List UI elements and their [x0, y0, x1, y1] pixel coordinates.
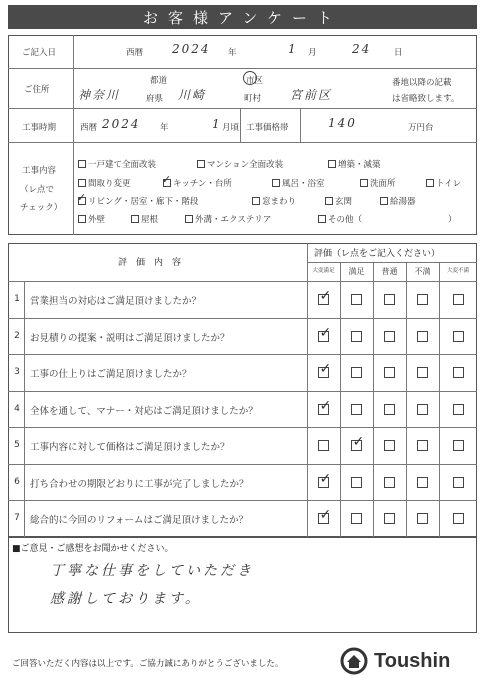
content-label-3: チェック）: [20, 203, 63, 213]
year-unit: 年: [228, 48, 237, 58]
footer-text: ご回答いただく内容は以上です。ご協力誠にありがとうございました。: [12, 659, 284, 669]
question-row-line: [8, 281, 477, 282]
price-value: 140: [328, 116, 357, 130]
rating-checkbox[interactable]: [453, 294, 464, 305]
rating-header: 普通: [381, 267, 398, 276]
brand-name: Toushin: [374, 649, 451, 672]
comments-line-1: 丁寧な仕事をしていただき: [50, 563, 254, 579]
checkbox-icon[interactable]: [272, 179, 280, 187]
period-label: 工事時期: [22, 123, 57, 133]
content-option-label: 屋根: [141, 215, 159, 225]
question-number: 7: [14, 513, 20, 523]
checkbox-icon[interactable]: [325, 197, 333, 205]
rating-checkbox[interactable]: [417, 331, 428, 342]
checkbox-icon[interactable]: [360, 179, 368, 187]
rating-checkbox[interactable]: [384, 440, 395, 451]
rating-header: 大変満足: [312, 268, 335, 274]
city-circle-mark: [243, 71, 257, 85]
content-option[interactable]: [78, 177, 131, 189]
address-note-1: 番地以降の記載: [392, 78, 452, 88]
day-value: 24: [352, 42, 372, 56]
content-option[interactable]: [185, 213, 271, 225]
content-option[interactable]: [131, 213, 158, 225]
checkbox-icon[interactable]: [78, 215, 86, 223]
checkbox-icon[interactable]: [318, 215, 326, 223]
eval-header-right: 評価（レ点をご記入ください）: [314, 249, 441, 259]
question-text: 全体を通して、マナー・対応はご満足頂けましたか？: [30, 405, 258, 417]
content-option-label: その他（: [328, 215, 363, 225]
checkbox-icon[interactable]: [131, 215, 139, 223]
other-close: ）: [448, 215, 457, 225]
question-row-line: [8, 318, 477, 319]
town-value: 宮前区: [290, 88, 333, 102]
question-row-line: [8, 464, 477, 465]
content-option-label: 給湯器: [390, 197, 416, 207]
period-year-unit: 年: [160, 123, 169, 133]
content-option-label: 窓まわり: [262, 197, 297, 207]
period-month-unit: 月頃: [222, 123, 240, 133]
rating-checkbox[interactable]: [351, 513, 362, 524]
question-text: 工事内容に対して価格はご満足頂けましたか？: [30, 442, 230, 453]
question-row-line: [8, 427, 477, 428]
pref-value: 神奈川: [78, 88, 121, 102]
check-mark-icon: ✓: [319, 361, 332, 377]
content-option-label: 風呂・浴室: [282, 179, 325, 189]
city-value: 川崎: [178, 88, 207, 102]
content-option[interactable]: [360, 177, 396, 189]
comments-label: ■ご意見・ご感想をお聞かせください。: [12, 544, 174, 554]
check-mark-icon: ✓: [319, 324, 332, 341]
question-number: 4: [14, 403, 20, 414]
question-text: 営業担当の対応はご満足頂けましたか？: [30, 296, 202, 307]
month-value: 1: [288, 42, 298, 56]
question-row-line: [8, 354, 477, 355]
rating-checkbox[interactable]: [351, 477, 362, 488]
content-option[interactable]: [252, 195, 296, 207]
rating-checkbox[interactable]: [351, 294, 362, 305]
brand-logo: [340, 646, 450, 676]
rating-checkbox[interactable]: [417, 477, 428, 488]
rating-checkbox[interactable]: [384, 294, 395, 305]
checkbox-icon[interactable]: [380, 197, 388, 205]
rating-divider: [373, 262, 374, 537]
address-note-2: は省略致します。: [392, 94, 460, 104]
month-unit: 月: [308, 48, 317, 58]
rating-checkbox[interactable]: [384, 513, 395, 524]
content-option[interactable]: [197, 158, 283, 170]
num-divider: [24, 281, 25, 537]
rating-header: 不満: [414, 267, 431, 276]
rating-checkbox[interactable]: [453, 477, 464, 488]
rating-checkbox[interactable]: [453, 331, 464, 342]
checkbox-icon[interactable]: [78, 179, 86, 187]
pref-options-top: 都道: [150, 76, 168, 86]
checkbox-icon[interactable]: [252, 197, 260, 205]
content-option[interactable]: [380, 195, 416, 207]
page-title: お客様アンケート: [8, 5, 477, 29]
content-option[interactable]: [318, 213, 362, 225]
content-option-label: リビング・居室・廊下・階段: [88, 197, 199, 207]
checkbox-icon[interactable]: [328, 160, 336, 168]
rating-checkbox[interactable]: [384, 367, 395, 378]
rating-divider: [406, 262, 407, 537]
content-option[interactable]: [272, 177, 325, 189]
content-option[interactable]: [162, 173, 232, 189]
period-year: 2024: [102, 117, 141, 131]
rating-checkbox[interactable]: [318, 440, 329, 451]
content-option-label: 増築・減築: [338, 160, 381, 170]
content-option-label: キッチン・台所: [173, 179, 232, 189]
content-option-label: マンション全面改装: [207, 160, 284, 170]
checkbox-icon[interactable]: [78, 160, 86, 168]
content-option-label: 外溝・エクステリア: [195, 215, 272, 225]
price-unit: 万円台: [408, 123, 434, 133]
checkbox-icon[interactable]: [197, 160, 205, 168]
content-option[interactable]: [78, 213, 105, 225]
content-option-label: トイレ: [436, 179, 462, 189]
question-text: 工事の仕上りはご満足頂けましたか？: [30, 369, 192, 380]
city-options-top: 市区: [246, 76, 264, 86]
rating-checkbox[interactable]: [453, 367, 464, 378]
comments-line-2: 感謝しております。: [50, 591, 202, 607]
question-number: 2: [14, 330, 20, 341]
rating-checkbox[interactable]: [453, 404, 464, 415]
house-logo-icon: [340, 646, 368, 676]
rating-checkbox[interactable]: [351, 367, 362, 378]
check-mark-icon: ✓: [352, 434, 365, 450]
rating-checkbox[interactable]: [384, 404, 395, 415]
rating-checkbox[interactable]: [417, 404, 428, 415]
check-mark-icon: ✓: [319, 470, 332, 487]
content-option-label: 間取り変更: [88, 179, 131, 189]
check-mark-icon: ✓: [162, 173, 172, 186]
rating-divider: [439, 262, 440, 537]
question-text: お見積りの提案・説明はご満足頂けましたか？: [30, 332, 230, 344]
rating-divider: [340, 262, 341, 537]
content-option[interactable]: [426, 177, 461, 189]
period-month: 1: [212, 117, 222, 131]
period-era: 西暦: [80, 123, 98, 133]
rating-checkbox[interactable]: [351, 404, 362, 415]
rating-checkbox[interactable]: [453, 513, 464, 524]
question-row-line: [8, 391, 477, 392]
era-label: 西暦: [126, 48, 144, 58]
question-number: 3: [14, 367, 20, 377]
question-number: 6: [14, 476, 20, 487]
question-text: 打ち合わせの期限どおりに工事が完了しましたか？: [30, 478, 249, 490]
checkbox-icon[interactable]: [426, 179, 434, 187]
content-option-label: 玄関: [335, 197, 353, 207]
content-option[interactable]: [78, 158, 156, 170]
rating-header: 大変不満: [446, 268, 469, 274]
price-label: 工事価格帯: [246, 123, 289, 133]
day-unit: 日: [394, 48, 403, 58]
check-mark-icon: ✓: [319, 507, 332, 523]
check-mark-icon: ✓: [319, 397, 332, 414]
rating-checkbox[interactable]: [384, 477, 395, 488]
check-mark-icon: ✓: [319, 288, 332, 304]
rating-checkbox[interactable]: [351, 331, 362, 342]
checkbox-icon[interactable]: [185, 215, 193, 223]
rating-checkbox[interactable]: [453, 440, 464, 451]
question-text: 総合的に今回のリフォームはご満足頂けましたか？: [30, 515, 249, 526]
content-label-2: （レ点で: [20, 185, 55, 195]
content-label-1: 工事内容: [22, 166, 57, 176]
rating-header: 満足: [348, 267, 365, 276]
year-value: 2024: [172, 42, 211, 56]
rating-checkbox[interactable]: [417, 440, 428, 451]
content-option[interactable]: [325, 195, 352, 207]
question-number: 1: [14, 294, 20, 304]
content-option-label: 外壁: [88, 215, 106, 225]
content-option-label: 洗面所: [370, 179, 396, 189]
rating-checkbox[interactable]: [384, 331, 395, 342]
check-mark-icon: ✓: [77, 191, 87, 204]
content-option[interactable]: [77, 191, 199, 207]
eval-header-left: 評 価 内 容: [118, 258, 182, 268]
date-label: ご記入日: [22, 48, 57, 58]
rating-checkbox[interactable]: [417, 513, 428, 524]
question-row-line: [8, 500, 477, 501]
content-option-label: 一戸建て全面改装: [88, 160, 157, 170]
rating-checkbox[interactable]: [417, 367, 428, 378]
question-number: 5: [14, 440, 20, 450]
content-option[interactable]: [328, 158, 381, 170]
city-options-bottom: 町村: [244, 94, 262, 104]
rating-checkbox[interactable]: [417, 294, 428, 305]
address-label: ご住所: [24, 85, 50, 95]
pref-options-bottom: 府県: [146, 94, 164, 104]
header-subline: [307, 262, 477, 263]
